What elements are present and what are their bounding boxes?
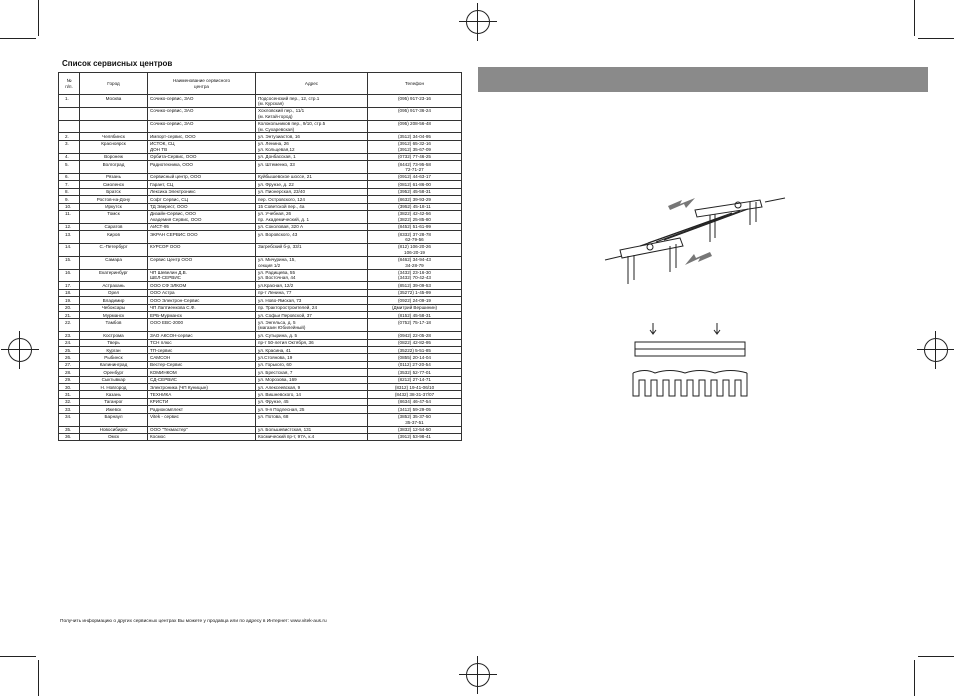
- cell-center-name: СД-СЕРВИС: [148, 376, 256, 383]
- cell-phone: (8332) 37-28-78 62-79-56: [368, 231, 462, 244]
- table-row: [59, 231, 462, 244]
- cell-number: 3.: [59, 140, 80, 153]
- cell-number: 7.: [59, 181, 80, 188]
- footer-note: Получить информацию о других сервисных центрах Вы можете у продавца или по адресу в Интернет: www.vitek-aus.ru: [60, 619, 327, 624]
- cell-city: Смоленск: [80, 181, 148, 188]
- cell-number: 13.: [59, 231, 80, 244]
- cell-number: 6.: [59, 173, 80, 180]
- cell-number: 28.: [59, 369, 80, 376]
- column-header-city: Город: [80, 73, 148, 95]
- cell-address: ул. Ново-Ямская, 73: [256, 297, 368, 304]
- cell-number: 31.: [59, 391, 80, 398]
- table-row: [59, 181, 462, 188]
- cell-city: Тверь: [80, 339, 148, 346]
- cell-address: ул. Брестская, 7: [256, 369, 368, 376]
- table-row: [59, 282, 462, 289]
- cell-address: ул. Горького, 60: [256, 361, 368, 368]
- table-row: [59, 398, 462, 405]
- cell-phone: (Дмитрий Вершинин): [368, 304, 462, 311]
- cell-phone: (095) 208-56-48: [368, 120, 462, 133]
- cell-center-name: ООО СФ ЭЛКОМ: [148, 282, 256, 289]
- cell-center-name: КРИСТИ: [148, 398, 256, 405]
- cell-address: ул. Потова, 68: [256, 413, 368, 426]
- column-header-number: № п/п.: [59, 73, 80, 95]
- registration-mark-icon: [466, 663, 490, 687]
- table-row: [59, 413, 462, 426]
- cell-number: 8.: [59, 188, 80, 195]
- cell-phone: (3952) 45-18-11: [368, 203, 462, 210]
- page-title: Список сервисных центров: [62, 59, 173, 68]
- crop-mark: [914, 660, 915, 696]
- rack-leg: [710, 214, 715, 242]
- cell-center-name: Импорт-сервис, ООО: [148, 133, 256, 140]
- table-row: [59, 203, 462, 210]
- cell-center-name: ТЕХНИКА: [148, 391, 256, 398]
- registration-mark-icon: [8, 338, 32, 362]
- cell-city: Рязань: [80, 173, 148, 180]
- cell-city: Кострома: [80, 332, 148, 339]
- cell-address: Колокольников пер., 9/10, стр.5 (м. Сухаревская): [256, 120, 368, 133]
- cell-city: Казань: [80, 391, 148, 398]
- grill-rack-diagram: [600, 180, 790, 295]
- cell-phone: (3912) 53-98-41: [368, 433, 462, 440]
- table-row: [59, 384, 462, 391]
- cell-address: ул. Фрунзе, д. 22: [256, 181, 368, 188]
- table-row: [59, 332, 462, 339]
- cell-phone: (0812) 61-86-00: [368, 181, 462, 188]
- cell-number: 27.: [59, 361, 80, 368]
- table-row: [59, 210, 462, 223]
- cell-center-name: Сервис Центр ООО: [148, 256, 256, 269]
- cell-number: 5.: [59, 161, 80, 174]
- cell-address: Загребский б-р, 33/1: [256, 243, 368, 256]
- cell-center-name: Лексика Электроникс: [148, 188, 256, 195]
- section-header-bar: [478, 67, 928, 92]
- table-row: [59, 347, 462, 354]
- cell-center-name: ООО "Техмастер": [148, 426, 256, 433]
- table-row: [59, 196, 462, 203]
- arrow-right-icon: [685, 252, 712, 265]
- cell-phone: (3822) 42-42-56 (3822) 25-85-80: [368, 210, 462, 223]
- cell-address: ул. Алексеевская, 9: [256, 384, 368, 391]
- cell-address: Хохловский пер., 11/1 (м. Китай-город): [256, 107, 368, 120]
- cell-center-name: Сочико-сервис, ЗАО: [148, 95, 256, 108]
- skewer-positions-diagram: [625, 318, 755, 418]
- cell-city: Сыктывкар: [80, 376, 148, 383]
- cell-phone: (8452) 51-61-99: [368, 223, 462, 230]
- cell-number: 22.: [59, 319, 80, 332]
- cell-phone: (3852) 35-37-50 35-37-51: [368, 413, 462, 426]
- cell-center-name: Сочико-сервис, ЗАО: [148, 120, 256, 133]
- cell-city: Оренбург: [80, 369, 148, 376]
- cell-city: Новосибирск: [80, 426, 148, 433]
- cell-number: 23.: [59, 332, 80, 339]
- cell-address: 15 Советской пер., 4а: [256, 203, 368, 210]
- cell-city: Рыбинск: [80, 354, 148, 361]
- cell-center-name: ЗАО АКСОН-сервис: [148, 332, 256, 339]
- cell-address: пр-т Ленина, 77: [256, 289, 368, 296]
- cell-city: Орел: [80, 289, 148, 296]
- cell-city: Томск: [80, 210, 148, 223]
- cell-number: 16.: [59, 269, 80, 282]
- table-row: [59, 354, 462, 361]
- table-row: [59, 153, 462, 160]
- cell-phone: (0855) 20-14-04: [368, 354, 462, 361]
- cell-phone: (3432) 23-16-30 (3432) 70-42-43: [368, 269, 462, 282]
- cell-city: Омск: [80, 433, 148, 440]
- cell-center-name: ООО Астра: [148, 289, 256, 296]
- cell-phone: (3512) 34-04-95: [368, 133, 462, 140]
- cell-center-name: Космос: [148, 433, 256, 440]
- cell-city: Киров: [80, 231, 148, 244]
- cell-city: Барнаул: [80, 413, 148, 426]
- cell-phone: (3952) 45-58-31: [368, 188, 462, 195]
- cell-center-name: Радиотехника, ООО: [148, 161, 256, 174]
- cell-number: 24.: [59, 339, 80, 346]
- table-row: [59, 376, 462, 383]
- table-row: [59, 339, 462, 346]
- table-row: [59, 133, 462, 140]
- arrow-left-icon: [668, 198, 695, 210]
- table-row: [59, 107, 462, 120]
- cell-city: Красноярск: [80, 140, 148, 153]
- cell-phone: (3832) 12-54-50: [368, 426, 462, 433]
- cell-center-name: ЕРБ-Мурманск: [148, 312, 256, 319]
- cell-phone: (3912) 65-32-16 (3912) 35-67-09: [368, 140, 462, 153]
- cell-city: Калининград: [80, 361, 148, 368]
- cell-number: 18.: [59, 289, 80, 296]
- table-row: [59, 161, 462, 174]
- cell-number: 12.: [59, 223, 80, 230]
- cell-city: [80, 120, 148, 133]
- table-row: [59, 173, 462, 180]
- crop-mark: [918, 656, 954, 657]
- cell-phone: (0752) 75-17-18: [368, 319, 462, 332]
- column-header-center-name: Наименование сервисного центра: [148, 73, 256, 95]
- cell-address: пр-т 50-летия Октября, 36: [256, 339, 368, 346]
- cell-city: Ростов-на-Дону: [80, 196, 148, 203]
- cell-center-name: ЧП Шевелин Д.В. ШЕЛ-СЕРВИС: [148, 269, 256, 282]
- skewer: [765, 198, 785, 202]
- cell-address: ул. Энгельса, д. 5 (магазин Юбилейный): [256, 319, 368, 332]
- cell-phone: (8634) 46-47-54: [368, 398, 462, 405]
- cell-number: 35.: [59, 426, 80, 433]
- cell-center-name: КОМИНКОМ: [148, 369, 256, 376]
- cell-address: Куйбышевское шоссе, 21: [256, 173, 368, 180]
- cell-city: Курган: [80, 347, 148, 354]
- table-row: [59, 188, 462, 195]
- table-row: [59, 256, 462, 269]
- table-row: [59, 243, 462, 256]
- cell-address: ул. Морозова, 169: [256, 376, 368, 383]
- cell-center-name: Сервисный центр, ООО: [148, 173, 256, 180]
- table-row: [59, 140, 462, 153]
- cell-number: [59, 120, 80, 133]
- cell-address: Подсосенский пер., 12, стр.1 (м. Курская): [256, 95, 368, 108]
- cell-number: 33.: [59, 406, 80, 413]
- cell-number: 26.: [59, 354, 80, 361]
- table-row: [59, 406, 462, 413]
- cell-city: [80, 107, 148, 120]
- cell-address: ул. Донбасская, 1: [256, 153, 368, 160]
- cell-phone: (812) 106-20-26 106-20-19: [368, 243, 462, 256]
- cell-center-name: ИСТОК, СЦ ДОН ТВ: [148, 140, 256, 153]
- cell-center-name: ЭКРАН СЕРВИС ООО: [148, 231, 256, 244]
- cell-number: 30.: [59, 384, 80, 391]
- cell-address: ул. Красина, 41: [256, 347, 368, 354]
- cell-phone: (8432) 38-31-37/07: [368, 391, 462, 398]
- cell-city: Чебоксары: [80, 304, 148, 311]
- cell-phone: (8462) 34-94-43 34-28-79: [368, 256, 462, 269]
- cell-phone: (0922) 24-09-19: [368, 297, 462, 304]
- cell-phone: (8212) 27-14-71: [368, 376, 462, 383]
- cell-number: 32.: [59, 398, 80, 405]
- cell-address: ул. Фрунзе, 45: [256, 398, 368, 405]
- cell-address: ул. Энтузиастов, 16: [256, 133, 368, 140]
- cell-address: ул. Пионерская, 23/40: [256, 188, 368, 195]
- crop-mark: [0, 656, 36, 657]
- cell-number: 2.: [59, 133, 80, 140]
- rack-rail: [620, 238, 683, 258]
- cell-number: 20.: [59, 304, 80, 311]
- cell-address: ул. Ленина, 26 ул. Кольцевая,12: [256, 140, 368, 153]
- cell-center-name: ООО ЕВС-2000: [148, 319, 256, 332]
- cell-number: 17.: [59, 282, 80, 289]
- cell-center-name: ООО Электрон-Сервис: [148, 297, 256, 304]
- cell-number: [59, 107, 80, 120]
- table-row: [59, 269, 462, 282]
- cell-city: Ижевск: [80, 406, 148, 413]
- cell-phone: (0822) 42-82-95: [368, 339, 462, 346]
- cell-city: Мурманск: [80, 312, 148, 319]
- cell-phone: (095) 917-23-16: [368, 95, 462, 108]
- rack-slots: [633, 373, 747, 396]
- table-row: [59, 391, 462, 398]
- skewer: [648, 213, 732, 243]
- cell-number: 25.: [59, 347, 80, 354]
- cell-center-name: Электроника (ЧП Куницын): [148, 384, 256, 391]
- crop-mark: [918, 38, 954, 39]
- cell-address: ул. Мичурина, 15, секция 1/2: [256, 256, 368, 269]
- crop-mark: [38, 0, 39, 36]
- cell-city: Астрахань: [80, 282, 148, 289]
- cell-number: 29.: [59, 376, 80, 383]
- cell-phone: (3412) 59-29-05: [368, 406, 462, 413]
- cell-city: Саратов: [80, 223, 148, 230]
- cell-number: 9.: [59, 196, 80, 203]
- skewer: [605, 256, 622, 260]
- cell-center-name: Вестер-Сервис: [148, 361, 256, 368]
- cell-city: С.-Петербург: [80, 243, 148, 256]
- cell-city: Воронеж: [80, 153, 148, 160]
- table-row: [59, 304, 462, 311]
- crop-mark: [914, 0, 915, 36]
- cell-address: пер. Островского, 124: [256, 196, 368, 203]
- cell-city: Владимир: [80, 297, 148, 304]
- cell-city: Братск: [80, 188, 148, 195]
- cell-phone: (3532) 52-77-01: [368, 369, 462, 376]
- cell-address: ул. Учебная, 26 пр. Академический, д. 1: [256, 210, 368, 223]
- arrow-down-icon: [650, 323, 656, 334]
- cell-phone: (8512) 39-09-53: [368, 282, 462, 289]
- cell-center-name: АИСТ-95: [148, 223, 256, 230]
- table-row: [59, 120, 462, 133]
- cell-number: 34.: [59, 413, 80, 426]
- cell-number: 14.: [59, 243, 80, 256]
- table-row: [59, 312, 462, 319]
- table-row: [59, 361, 462, 368]
- cell-city: Москва: [80, 95, 148, 108]
- arrow-down-icon: [714, 323, 720, 334]
- cell-address: ул. 9-я Подлесная, 25: [256, 406, 368, 413]
- cell-city: Челябинск: [80, 133, 148, 140]
- table-header-row: [59, 73, 462, 95]
- service-centers-table: [58, 72, 462, 441]
- cell-city: Тамбов: [80, 319, 148, 332]
- table-row: [59, 369, 462, 376]
- cell-center-name: Софт Сервис, СЦ: [148, 196, 256, 203]
- cell-address: пр. Тракторостроителей, 24: [256, 304, 368, 311]
- cell-address: ул.Красная, 12/2: [256, 282, 368, 289]
- cell-number: 4.: [59, 153, 80, 160]
- cell-number: 36.: [59, 433, 80, 440]
- cell-city: Таганрог: [80, 398, 148, 405]
- crop-mark: [38, 660, 39, 696]
- cell-phone: (0732) 77-46-25: [368, 153, 462, 160]
- cell-center-name: Радиокомплект: [148, 406, 256, 413]
- cell-phone: (8632) 39-93-29: [368, 196, 462, 203]
- cell-center-name: Сочико-сервис, ЗАО: [148, 107, 256, 120]
- cell-center-name: ЧП Лаптиенкова С.Ф.: [148, 304, 256, 311]
- cell-city: Самара: [80, 256, 148, 269]
- rack-leg: [628, 255, 634, 284]
- cell-number: 1.: [59, 95, 80, 108]
- cell-center-name: ТСН плюс: [148, 339, 256, 346]
- cell-center-name: КУРСОР ООО: [148, 243, 256, 256]
- cell-number: 19.: [59, 297, 80, 304]
- cell-phone: (35222) 5-51-85: [368, 347, 462, 354]
- cell-number: 10.: [59, 203, 80, 210]
- table-row: [59, 223, 462, 230]
- cell-city: Екатеринбург: [80, 269, 148, 282]
- cell-center-name: Гарант, СЦ: [148, 181, 256, 188]
- cell-center-name: Орбита-Сервис, ООО: [148, 153, 256, 160]
- registration-mark-icon: [466, 10, 490, 34]
- cell-address: ул. Соколовая, 320 А: [256, 223, 368, 230]
- table-row: [59, 433, 462, 440]
- cell-address: ул.Стоянова, 19: [256, 354, 368, 361]
- crop-mark: [0, 38, 36, 39]
- cell-address: ул. Большевистская, 131: [256, 426, 368, 433]
- cell-address: ул. Сутырина, д. 5: [256, 332, 368, 339]
- cell-address: ул. Штеменко, 33: [256, 161, 368, 174]
- column-header-phone: Телефон: [368, 73, 462, 95]
- cell-phone: (095) 917-36-24: [368, 107, 462, 120]
- table-row: [59, 297, 462, 304]
- cell-city: Н. Новгород: [80, 384, 148, 391]
- table-row: [59, 426, 462, 433]
- table-row: [59, 95, 462, 108]
- table-row: [59, 289, 462, 296]
- cell-center-name: ТП-сервис: [148, 347, 256, 354]
- cell-center-name: Vitek - сервис: [148, 413, 256, 426]
- cell-address: ул. Радищева, 55 ул. Восточная, 44: [256, 269, 368, 282]
- cell-address: ул. Воровского, 43: [256, 231, 368, 244]
- cell-number: 15.: [59, 256, 80, 269]
- cell-phone: (35272) 1-45-99: [368, 289, 462, 296]
- cell-phone: (0942) 22-05-28: [368, 332, 462, 339]
- table-row: [59, 319, 462, 332]
- cell-phone: (0112) 27-20-54: [368, 361, 462, 368]
- cell-phone: (8442) 73-95-58 72-71-27: [368, 161, 462, 174]
- cell-center-name: ТД Эверест, ООО: [148, 203, 256, 210]
- cell-center-name: САМСОН: [148, 354, 256, 361]
- cell-number: 21.: [59, 312, 80, 319]
- column-header-address: Адрес: [256, 73, 368, 95]
- cell-phone: (0912) 44-63-17: [368, 173, 462, 180]
- cell-address: Космический пр-т, 97А, к.4: [256, 433, 368, 440]
- registration-mark-icon: [924, 338, 948, 362]
- cell-phone: (8312) 19-41-06/10: [368, 384, 462, 391]
- cell-number: 11.: [59, 210, 80, 223]
- cell-city: Иркутск: [80, 203, 148, 210]
- cell-center-name: Дизайн-Сервис, ООО Академия Сервис, ООО: [148, 210, 256, 223]
- cell-city: Волгоград: [80, 161, 148, 174]
- cell-address: ул. Софьи Перовской, 37: [256, 312, 368, 319]
- cell-phone: (8152) 45-58-31: [368, 312, 462, 319]
- cell-address: ул. Вишневского, 14: [256, 391, 368, 398]
